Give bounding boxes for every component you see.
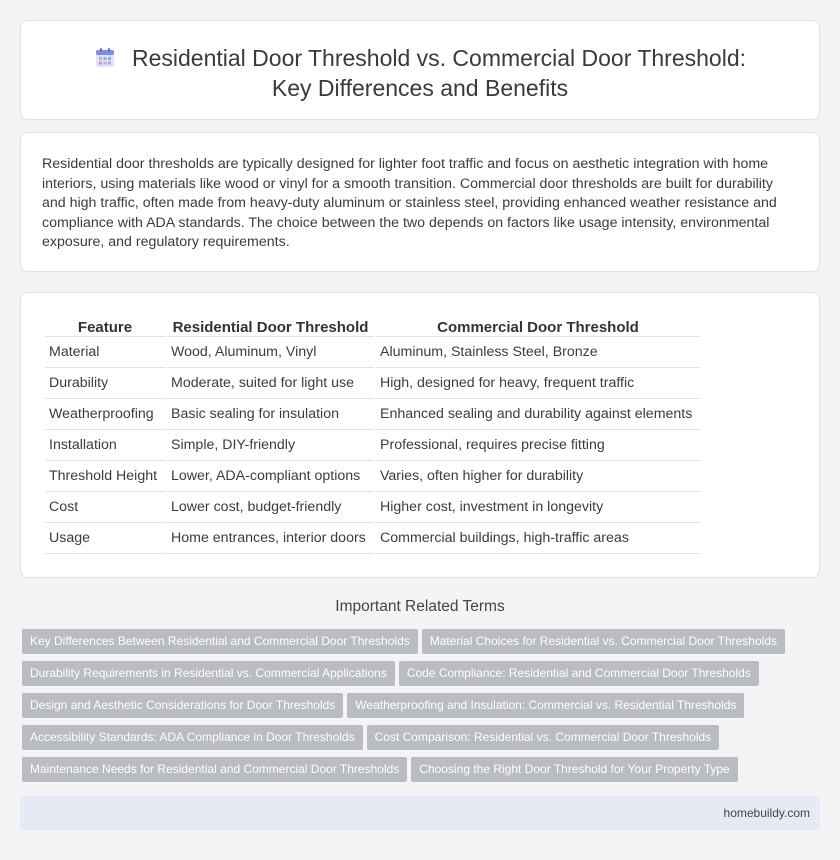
feature-cell: Weatherproofing: [45, 399, 165, 430]
feature-cell: Durability: [45, 368, 165, 399]
title-card: [20, 20, 820, 120]
related-term-tag[interactable]: Weatherproofing and Insulation: Commercial vs. Residential Thresholds: [347, 693, 744, 718]
table-row: [45, 461, 700, 492]
residential-cell: Wood, Aluminum, Vinyl: [167, 337, 374, 368]
tag-row: [22, 661, 812, 693]
related-term-tag[interactable]: Key Differences Between Residential and Commercial Door Thresholds: [22, 629, 418, 654]
intro-card: [20, 132, 820, 272]
related-term-tag[interactable]: Material Choices for Residential vs. Commercial Door Thresholds: [422, 629, 785, 654]
page-title: Residential Door Threshold vs. Commercial Door Threshold: Key Differences and Benefits: [131, 45, 746, 101]
commercial-cell: Varies, often higher for durability: [376, 461, 700, 492]
footer-bar: [20, 796, 820, 830]
commercial-cell: Commercial buildings, high-traffic areas: [376, 523, 700, 554]
commercial-cell: Aluminum, Stainless Steel, Bronze: [376, 337, 700, 368]
related-terms-title: Important Related Terms: [335, 598, 505, 615]
calendar-icon: [94, 47, 116, 69]
feature-cell: Installation: [45, 430, 165, 461]
commercial-cell: High, designed for heavy, frequent traffic: [376, 368, 700, 399]
related-term-tag[interactable]: Code Compliance: Residential and Commercial Door Thresholds: [399, 661, 759, 686]
table-row: [45, 399, 700, 430]
related-term-tag[interactable]: Design and Aesthetic Considerations for Door Thresholds: [22, 693, 343, 718]
related-terms-list: [22, 629, 812, 789]
table-header-row: [45, 315, 700, 337]
table-row: [45, 492, 700, 523]
commercial-cell: Enhanced sealing and durability against elements: [376, 399, 700, 430]
tag-row: [22, 725, 812, 757]
tag-row: [22, 629, 812, 661]
related-term-tag[interactable]: Maintenance Needs for Residential and Commercial Door Thresholds: [22, 757, 407, 782]
header-residential: Residential Door Threshold: [167, 315, 374, 337]
comparison-table: [43, 315, 702, 554]
table-row: [45, 368, 700, 399]
tag-row: [22, 693, 812, 725]
residential-cell: Simple, DIY-friendly: [167, 430, 374, 461]
commercial-cell: Higher cost, investment in longevity: [376, 492, 700, 523]
footer-site-link[interactable]: homebuildy.com: [723, 806, 810, 820]
feature-cell: Threshold Height: [45, 461, 165, 492]
table-row: [45, 430, 700, 461]
header-feature: Feature: [45, 315, 165, 337]
related-term-tag[interactable]: Cost Comparison: Residential vs. Commercial Door Thresholds: [367, 725, 720, 750]
commercial-cell: Professional, requires precise fitting: [376, 430, 700, 461]
related-term-tag[interactable]: Choosing the Right Door Threshold for Your Property Type: [411, 757, 737, 782]
feature-cell: Usage: [45, 523, 165, 554]
intro-paragraph: Residential door thresholds are typically designed for lighter foot traffic and focus on aesthetic integration with home interiors, using materials like wood or vinyl for a smooth transition. Commercial door thresholds are built for durability and high traffic, often made from heavy-duty aluminum or stainless steel, providing enhanced weather resistance and compliance with ADA standards. The choice between the two depends on factors like usage intensity, environmental exposure, and regulatory requirements.: [42, 156, 777, 250]
residential-cell: Basic sealing for insulation: [167, 399, 374, 430]
feature-cell: Cost: [45, 492, 165, 523]
comparison-table-card: [20, 292, 820, 578]
residential-cell: Lower cost, budget-friendly: [167, 492, 374, 523]
feature-cell: Material: [45, 337, 165, 368]
residential-cell: Home entrances, interior doors: [167, 523, 374, 554]
table-row: [45, 337, 700, 368]
related-term-tag[interactable]: Durability Requirements in Residential vs. Commercial Applications: [22, 661, 395, 686]
related-term-tag[interactable]: Accessibility Standards: ADA Compliance in Door Thresholds: [22, 725, 363, 750]
header-commercial: Commercial Door Threshold: [376, 315, 700, 337]
tag-row: [22, 757, 812, 789]
table-row: [45, 523, 700, 554]
page-title-wrap: [21, 43, 819, 103]
residential-cell: Moderate, suited for light use: [167, 368, 374, 399]
residential-cell: Lower, ADA-compliant options: [167, 461, 374, 492]
